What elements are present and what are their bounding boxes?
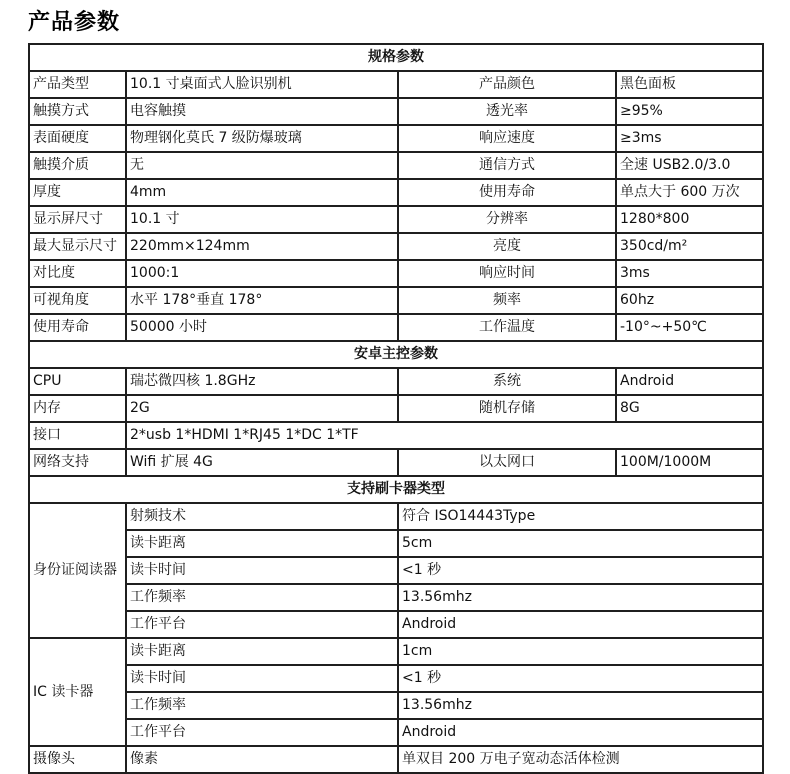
param-label: 读卡时间: [126, 665, 398, 692]
param-value: 1cm: [398, 638, 763, 665]
param-label: 随机存储: [398, 395, 616, 422]
param-label: 工作平台: [126, 719, 398, 746]
group-label: 摄像头: [29, 746, 126, 773]
param-value: 350cd/m²: [616, 233, 763, 260]
param-value: 2G: [126, 395, 398, 422]
group-label: 身份证阅读器: [29, 503, 126, 638]
param-label: 触摸介质: [29, 152, 126, 179]
param-label: 工作频率: [126, 584, 398, 611]
param-label: 响应时间: [398, 260, 616, 287]
param-value: <1 秒: [398, 665, 763, 692]
page-title: 产品参数: [28, 10, 121, 35]
param-value: 符合 ISO14443Type: [398, 503, 763, 530]
param-value: 无: [126, 152, 398, 179]
param-value: 物理钢化莫氏 7 级防爆玻璃: [126, 125, 398, 152]
param-value: 2*usb 1*HDMI 1*RJ45 1*DC 1*TF: [126, 422, 763, 449]
param-label: 分辨率: [398, 206, 616, 233]
param-value: Android: [616, 368, 763, 395]
param-label: 系统: [398, 368, 616, 395]
param-label: 读卡距离: [126, 638, 398, 665]
param-value: 8G: [616, 395, 763, 422]
param-value: ≥3ms: [616, 125, 763, 152]
param-value: 60hz: [616, 287, 763, 314]
param-label: 像素: [126, 746, 398, 773]
param-label: 频率: [398, 287, 616, 314]
param-value: 瑞芯微四核 1.8GHz: [126, 368, 398, 395]
param-value: 1000:1: [126, 260, 398, 287]
param-label: 射频技术: [126, 503, 398, 530]
param-label: 透光率: [398, 98, 616, 125]
param-label: 内存: [29, 395, 126, 422]
param-label: 产品颜色: [398, 71, 616, 98]
param-value: 1280*800: [616, 206, 763, 233]
param-label: CPU: [29, 368, 126, 395]
param-label: 读卡距离: [126, 530, 398, 557]
param-label: 厚度: [29, 179, 126, 206]
param-label: 工作温度: [398, 314, 616, 341]
param-label: 网络支持: [29, 449, 126, 476]
section-header-spec: 规格参数: [29, 44, 763, 71]
param-value: 10.1 寸: [126, 206, 398, 233]
section-header-android: 安卓主控参数: [29, 341, 763, 368]
param-label: 以太网口: [398, 449, 616, 476]
param-value: 13.56mhz: [398, 692, 763, 719]
param-value: 13.56mhz: [398, 584, 763, 611]
param-label: 产品类型: [29, 71, 126, 98]
param-value: 3ms: [616, 260, 763, 287]
param-value: 4mm: [126, 179, 398, 206]
param-value: <1 秒: [398, 557, 763, 584]
product-spec-table: [28, 43, 764, 774]
param-label: 使用寿命: [398, 179, 616, 206]
param-label: 接口: [29, 422, 126, 449]
param-value: 单点大于 600 万次: [616, 179, 763, 206]
param-value: 单双目 200 万电子宽动态活体检测: [398, 746, 763, 773]
param-label: 亮度: [398, 233, 616, 260]
param-label: 读卡时间: [126, 557, 398, 584]
param-value: ≥95%: [616, 98, 763, 125]
param-label: 工作频率: [126, 692, 398, 719]
param-value: 全速 USB2.0/3.0: [616, 152, 763, 179]
param-value: Android: [398, 611, 763, 638]
param-label: 表面硬度: [29, 125, 126, 152]
param-value: 电容触摸: [126, 98, 398, 125]
param-value: 水平 178°垂直 178°: [126, 287, 398, 314]
param-label: 响应速度: [398, 125, 616, 152]
param-label: 最大显示尺寸: [29, 233, 126, 260]
param-label: 显示屏尺寸: [29, 206, 126, 233]
param-value: -10°~+50℃: [616, 314, 763, 341]
param-value: 100M/1000M: [616, 449, 763, 476]
param-value: 220mm×124mm: [126, 233, 398, 260]
param-label: 触摸方式: [29, 98, 126, 125]
param-label: 可视角度: [29, 287, 126, 314]
param-label: 通信方式: [398, 152, 616, 179]
section-header-reader: 支持刷卡器类型: [29, 476, 763, 503]
param-label: 使用寿命: [29, 314, 126, 341]
param-value: 黑色面板: [616, 71, 763, 98]
param-value: 5cm: [398, 530, 763, 557]
param-value: Wifi 扩展 4G: [126, 449, 398, 476]
param-value: 50000 小时: [126, 314, 398, 341]
param-value: Android: [398, 719, 763, 746]
param-label: 工作平台: [126, 611, 398, 638]
group-label: IC 读卡器: [29, 638, 126, 746]
param-label: 对比度: [29, 260, 126, 287]
param-value: 10.1 寸桌面式人脸识别机: [126, 71, 398, 98]
